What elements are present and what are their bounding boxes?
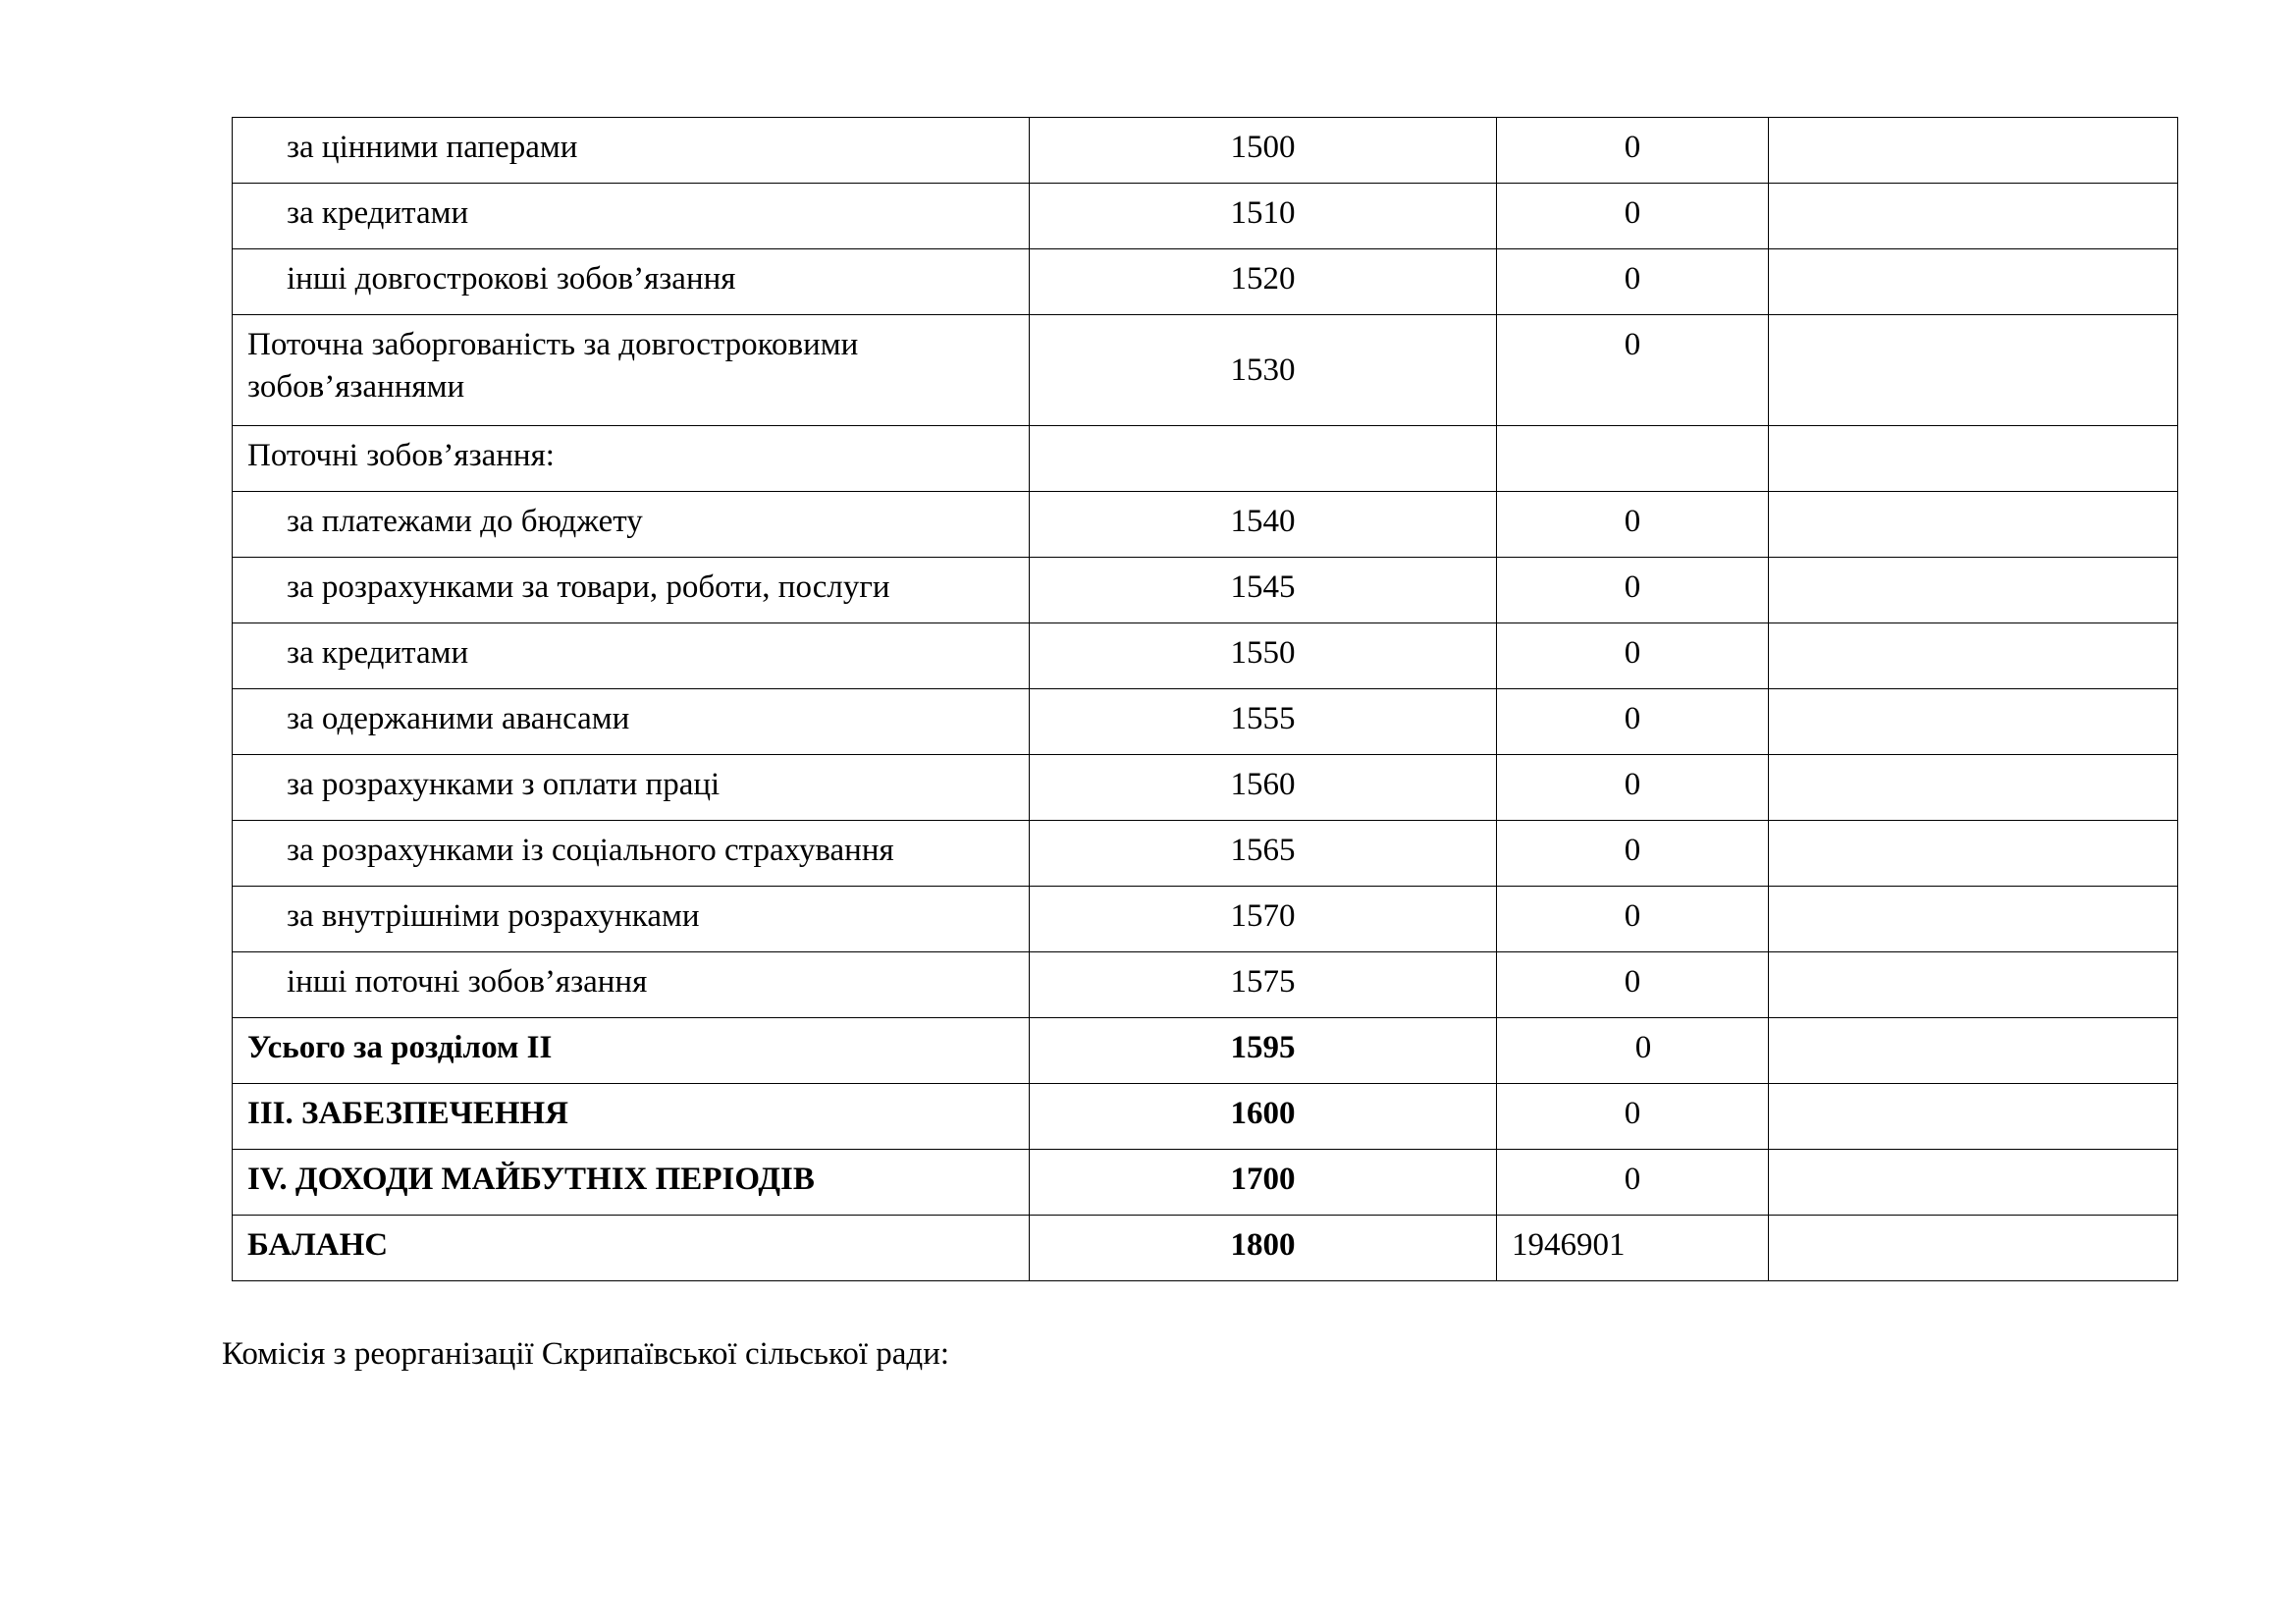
row-code: 1550 xyxy=(1030,623,1497,689)
table-row xyxy=(233,689,2178,755)
row-code: 1595 xyxy=(1030,1018,1497,1084)
table-row xyxy=(233,492,2178,558)
row-code: 1560 xyxy=(1030,755,1497,821)
row-start-value: 1946901 xyxy=(1497,1216,1769,1281)
table-row xyxy=(233,623,2178,689)
row-end-value xyxy=(1769,1150,2178,1216)
row-start-value: 0 xyxy=(1497,1018,1769,1084)
row-code: 1700 xyxy=(1030,1150,1497,1216)
row-end-value xyxy=(1769,952,2178,1018)
table-row-balance xyxy=(233,1216,2178,1281)
row-start-value: 0 xyxy=(1497,184,1769,249)
row-start-value: 0 xyxy=(1497,821,1769,887)
row-name: Усього за розділом ІІ xyxy=(233,1018,1030,1084)
row-start-value: 0 xyxy=(1497,315,1769,426)
row-name: інші довгострокові зобов’язання xyxy=(233,249,1030,315)
row-name: IV. ДОХОДИ МАЙБУТНІХ ПЕРІОДІВ xyxy=(233,1150,1030,1216)
row-name xyxy=(233,315,1030,426)
row-end-value xyxy=(1769,184,2178,249)
row-start-value: 0 xyxy=(1497,249,1769,315)
row-code: 1555 xyxy=(1030,689,1497,755)
row-name: за внутрішніми розрахунками xyxy=(233,887,1030,952)
row-start-value xyxy=(1497,426,1769,492)
row-end-value xyxy=(1769,1018,2178,1084)
row-name: Поточні зобов’язання: xyxy=(233,426,1030,492)
row-name: ІІІ. ЗАБЕЗПЕЧЕННЯ xyxy=(233,1084,1030,1150)
row-start-value: 0 xyxy=(1497,887,1769,952)
table-row-section-4 xyxy=(233,1150,2178,1216)
row-code: 1530 xyxy=(1030,315,1497,426)
row-end-value xyxy=(1769,426,2178,492)
row-end-value xyxy=(1769,821,2178,887)
row-name: за одержаними авансами xyxy=(233,689,1030,755)
row-code: 1540 xyxy=(1030,492,1497,558)
row-start-value: 0 xyxy=(1497,558,1769,623)
row-name: БАЛАНС xyxy=(233,1216,1030,1281)
balance-liabilities-table xyxy=(232,117,2178,1281)
row-code: 1500 xyxy=(1030,118,1497,184)
row-name: за розрахунками із соціального страхування xyxy=(233,821,1030,887)
row-code: 1520 xyxy=(1030,249,1497,315)
row-name: за цінними паперами xyxy=(233,118,1030,184)
row-name: за кредитами xyxy=(233,623,1030,689)
row-start-value: 0 xyxy=(1497,755,1769,821)
table-row xyxy=(233,184,2178,249)
row-code: 1545 xyxy=(1030,558,1497,623)
row-start-value: 0 xyxy=(1497,1084,1769,1150)
row-name: за платежами до бюджету xyxy=(233,492,1030,558)
row-name: за розрахунками за товари, роботи, послуги xyxy=(233,558,1030,623)
table-row xyxy=(233,118,2178,184)
row-end-value xyxy=(1769,118,2178,184)
row-start-value: 0 xyxy=(1497,492,1769,558)
row-end-value xyxy=(1769,887,2178,952)
row-start-value: 0 xyxy=(1497,1150,1769,1216)
row-end-value xyxy=(1769,558,2178,623)
table-row xyxy=(233,315,2178,426)
row-name: інші поточні зобов’язання xyxy=(233,952,1030,1018)
row-end-value xyxy=(1769,249,2178,315)
table-row-section-3 xyxy=(233,1084,2178,1150)
row-code: 1600 xyxy=(1030,1084,1497,1150)
row-name: за кредитами xyxy=(233,184,1030,249)
row-code: 1800 xyxy=(1030,1216,1497,1281)
table-row xyxy=(233,426,2178,492)
table-row xyxy=(233,821,2178,887)
row-end-value xyxy=(1769,1084,2178,1150)
row-code: 1570 xyxy=(1030,887,1497,952)
row-start-value: 0 xyxy=(1497,118,1769,184)
row-name: за розрахунками з оплати праці xyxy=(233,755,1030,821)
row-end-value xyxy=(1769,315,2178,426)
row-code xyxy=(1030,426,1497,492)
table-row xyxy=(233,887,2178,952)
table-row xyxy=(233,755,2178,821)
row-end-value xyxy=(1769,755,2178,821)
row-end-value xyxy=(1769,689,2178,755)
row-code: 1565 xyxy=(1030,821,1497,887)
table-row-total-section-2 xyxy=(233,1018,2178,1084)
row-code: 1510 xyxy=(1030,184,1497,249)
row-name-line: зобов’язаннями xyxy=(247,369,465,405)
row-end-value xyxy=(1769,1216,2178,1281)
row-end-value xyxy=(1769,623,2178,689)
commission-note: Комісія з реорганізації Скрипаївської сільської ради: xyxy=(222,1336,950,1372)
table-row xyxy=(233,558,2178,623)
table-row xyxy=(233,952,2178,1018)
row-start-value: 0 xyxy=(1497,689,1769,755)
row-code: 1575 xyxy=(1030,952,1497,1018)
table-row xyxy=(233,249,2178,315)
row-start-value: 0 xyxy=(1497,623,1769,689)
row-start-value: 0 xyxy=(1497,952,1769,1018)
row-name-line: Поточна заборгованість за довгостроковими xyxy=(247,327,859,362)
row-end-value xyxy=(1769,492,2178,558)
